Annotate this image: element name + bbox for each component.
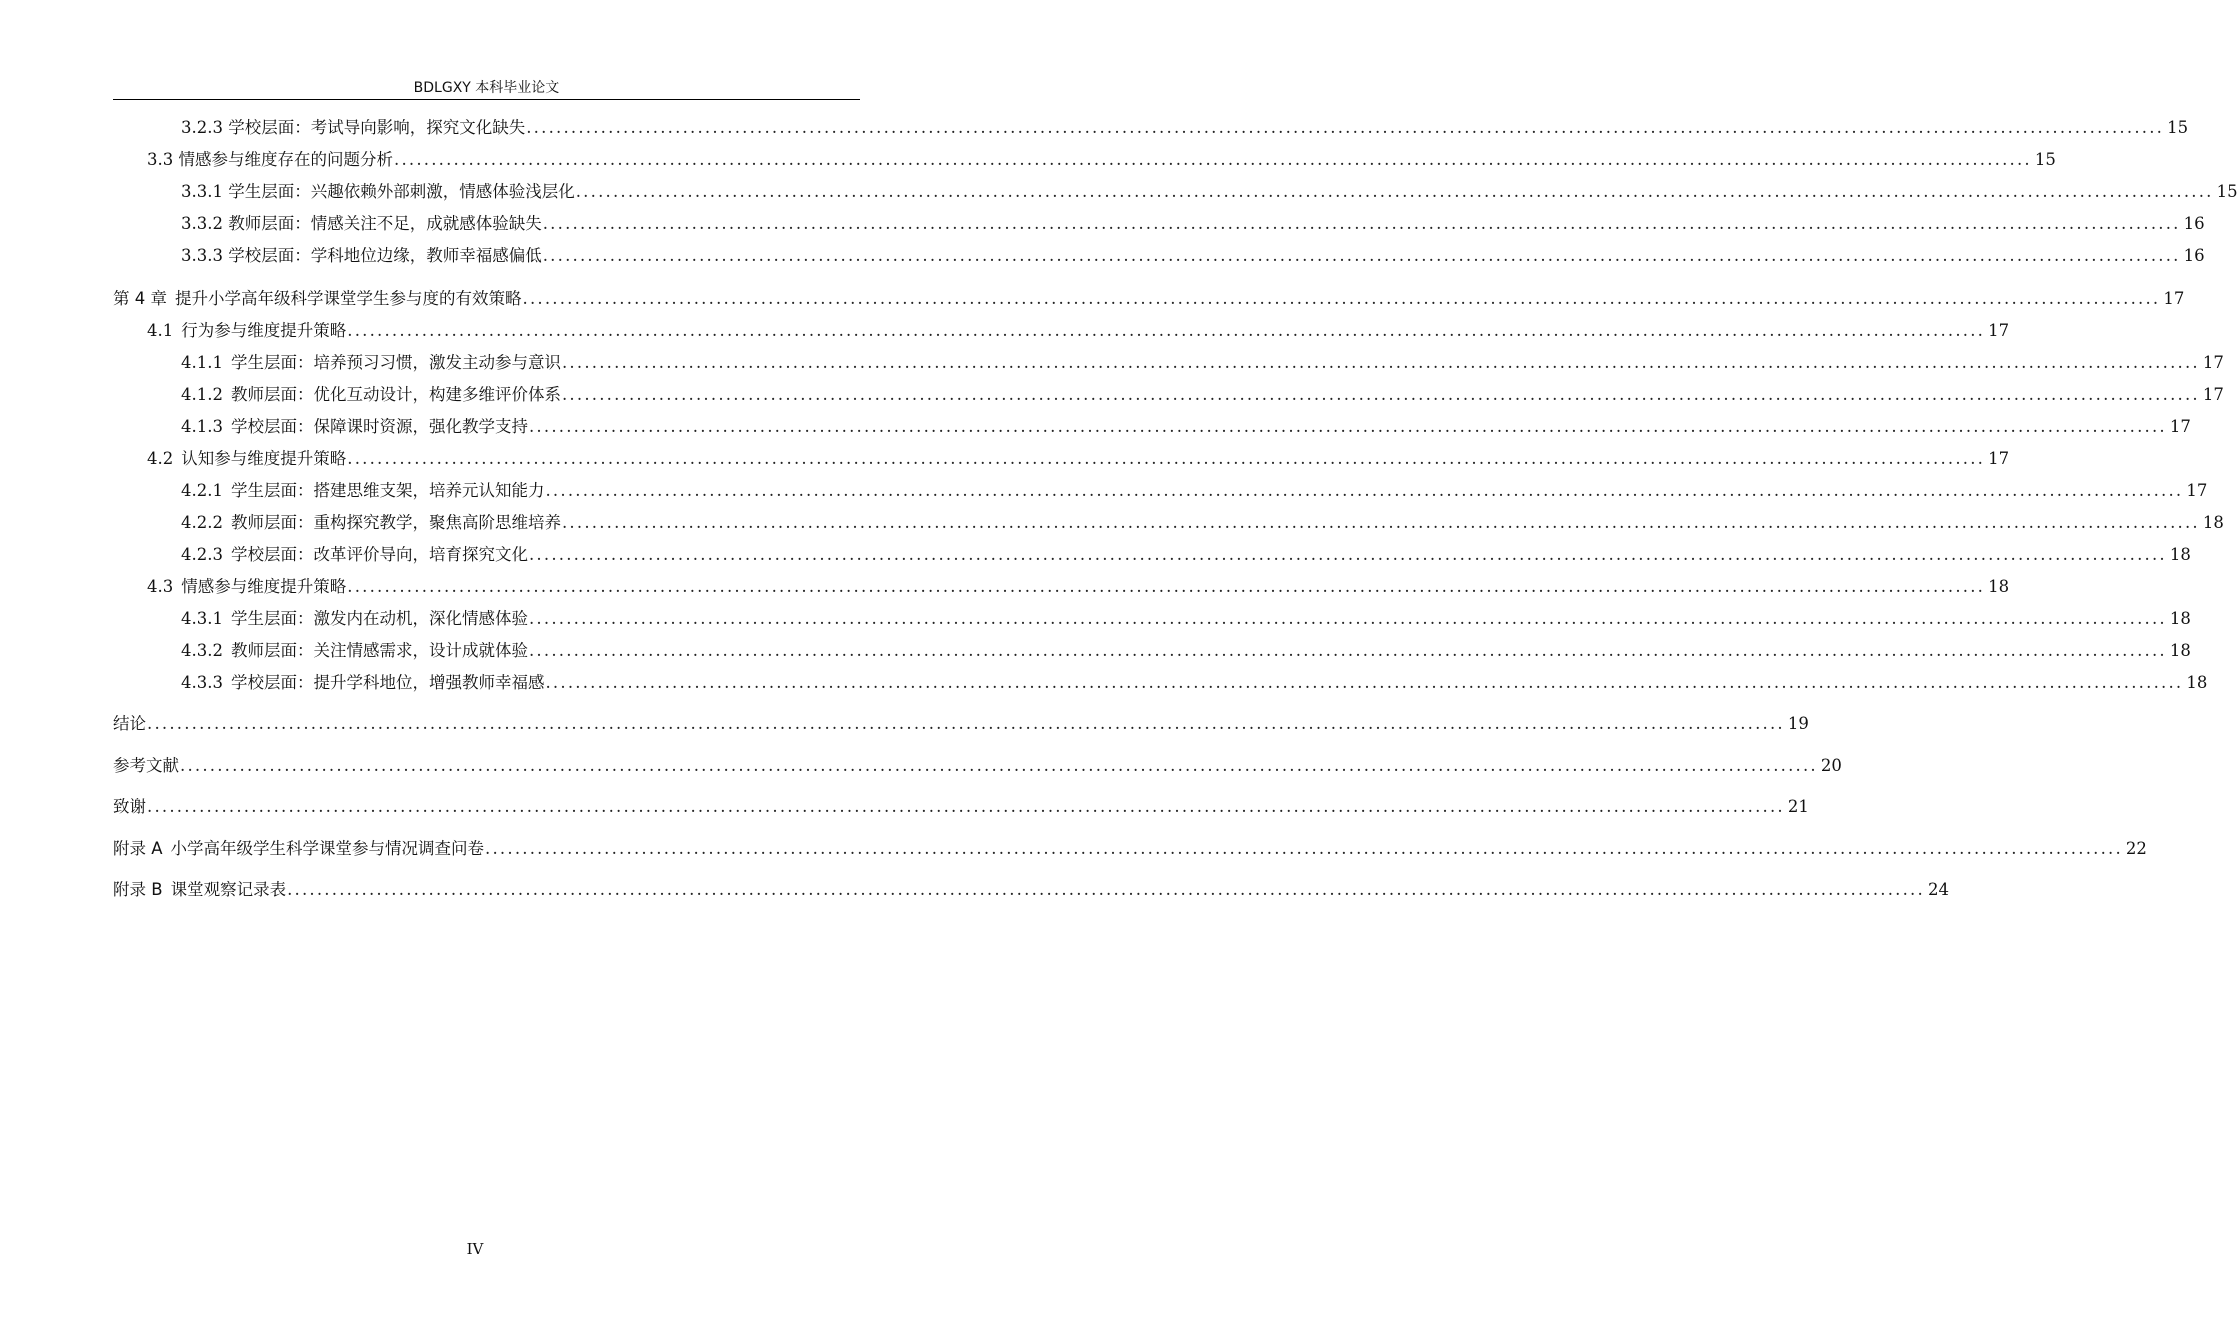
toc-entry[interactable] xyxy=(181,210,2205,238)
toc-dot-leader: ............................................................................................................................................................................................................................ xyxy=(575,182,2214,201)
toc-entry-title: 认知参与维度提升策略 xyxy=(181,449,347,468)
toc-dot-leader: ............................................................................................................................................................................................................................ xyxy=(147,797,1785,816)
toc-entry-label xyxy=(181,509,561,537)
toc-dot-leader: ............................................................................................................................................................................................................................ xyxy=(561,385,2200,404)
toc-entry[interactable] xyxy=(181,381,2224,409)
toc-entry-number: 4.1.2 xyxy=(181,385,223,404)
toc-entry-page: 17 xyxy=(2163,289,2185,308)
toc-entry-page: 16 xyxy=(2183,246,2205,265)
toc-entry-label xyxy=(147,146,393,174)
toc-entry-label xyxy=(113,752,179,780)
toc-entry-label xyxy=(147,317,346,345)
page-header xyxy=(113,78,860,100)
toc-entry-label xyxy=(113,285,522,313)
toc-entry-title: 提升小学高年级科学课堂学生参与度的有效策略 xyxy=(175,289,522,308)
toc-dot-leader: ............................................................................................................................................................................................................................ xyxy=(394,150,2032,169)
toc-entry-number: 4.1 xyxy=(147,321,174,340)
toc-entry[interactable] xyxy=(181,541,2191,569)
toc-entry-title: 3.3.2 教师层面：情感关注不足，成就感体验缺失 xyxy=(181,214,542,233)
toc-dot-leader: ............................................................................................................................................................................................................................ xyxy=(528,609,2167,628)
toc-entry[interactable] xyxy=(181,349,2224,377)
toc-entry-number: 4.3.3 xyxy=(181,673,223,692)
toc-entry-label xyxy=(113,793,146,821)
toc-entry-title: 学校层面：保障课时资源，强化教学支持 xyxy=(230,417,528,436)
toc-entry-page: 19 xyxy=(1787,714,1809,733)
toc-entry[interactable] xyxy=(113,876,1949,904)
toc-entry-number: 附录 A xyxy=(113,839,163,858)
toc-entry-page: 17 xyxy=(2169,417,2191,436)
toc-entry-title: 学生层面：培养预习习惯，激发主动参与意识 xyxy=(230,353,561,372)
toc-entry[interactable] xyxy=(181,605,2191,633)
toc-entry-label xyxy=(147,573,346,601)
toc-entry-number: 4.1.1 xyxy=(181,353,223,372)
toc-entry-page: 18 xyxy=(2169,545,2191,564)
toc-entry-page: 18 xyxy=(1988,577,2010,596)
toc-entry-number: 4.3 xyxy=(147,577,174,596)
toc-entry-number: 4.2.3 xyxy=(181,545,223,564)
toc-entry[interactable] xyxy=(181,669,2208,697)
toc-entry-page: 18 xyxy=(2169,609,2191,628)
toc-entry-label xyxy=(181,349,561,377)
header-title: BDLGXY 本科毕业论文 xyxy=(413,80,560,96)
toc-entry[interactable] xyxy=(181,477,2208,505)
toc-entry-page: 17 xyxy=(2186,481,2208,500)
toc-entry-title: 学校层面：提升学科地位，增强教师幸福感 xyxy=(230,673,545,692)
toc-entry-title: 学校层面：改革评价导向，培育探究文化 xyxy=(230,545,528,564)
toc-dot-leader: ............................................................................................................................................................................................................................ xyxy=(561,353,2200,372)
toc-entry-label xyxy=(181,541,528,569)
toc-entry[interactable] xyxy=(113,710,1809,738)
toc-entry-title: 课堂观察记录表 xyxy=(170,880,287,899)
toc-entry[interactable] xyxy=(181,178,2238,206)
toc-entry-label xyxy=(181,242,542,270)
toc-entry-page: 15 xyxy=(2034,150,2056,169)
toc-dot-leader: ............................................................................................................................................................................................................................ xyxy=(545,673,2184,692)
toc-entry[interactable] xyxy=(147,445,2010,473)
toc-entry[interactable] xyxy=(181,509,2224,537)
toc-dot-leader: ............................................................................................................................................................................................................................ xyxy=(528,545,2167,564)
toc-entry-number: 附录 B xyxy=(113,880,163,899)
toc-entry[interactable] xyxy=(113,285,2185,313)
toc-entry-label xyxy=(113,876,286,904)
toc-entry-label xyxy=(181,637,528,665)
toc-entry-page: 15 xyxy=(2167,118,2189,137)
toc-dot-leader: ............................................................................................................................................................................................................................ xyxy=(528,641,2167,660)
toc-entry-title: 结论 xyxy=(113,714,146,733)
toc-entry-page: 17 xyxy=(2202,385,2224,404)
toc-entry-number: 4.2.2 xyxy=(181,513,223,532)
toc-entry-number: 4.3.2 xyxy=(181,641,223,660)
toc-entry-label xyxy=(181,381,561,409)
toc-entry[interactable] xyxy=(147,146,2056,174)
toc-entry-title: 教师层面：关注情感需求，设计成就体验 xyxy=(230,641,528,660)
toc-entry-title: 3.3 情感参与维度存在的问题分析 xyxy=(147,150,393,169)
toc-entry[interactable] xyxy=(181,637,2191,665)
toc-entry-label xyxy=(147,445,346,473)
toc-entry-number: 第 4 章 xyxy=(113,289,167,308)
toc-entry[interactable] xyxy=(147,317,2010,345)
toc-dot-leader: ............................................................................................................................................................................................................................ xyxy=(526,118,2165,137)
toc-entry-title: 学生层面：激发内在动机，深化情感体验 xyxy=(230,609,528,628)
toc-entry-page: 20 xyxy=(1820,756,1842,775)
toc-entry-label xyxy=(181,605,528,633)
toc-entry-title: 行为参与维度提升策略 xyxy=(181,321,347,340)
toc-dot-leader: ............................................................................................................................................................................................................................ xyxy=(347,321,1986,340)
toc-entry-page: 15 xyxy=(2216,182,2238,201)
toc-entry[interactable] xyxy=(113,835,2147,863)
toc-entry-title: 参考文献 xyxy=(113,756,179,775)
toc-dot-leader: ............................................................................................................................................................................................................................ xyxy=(542,246,2181,265)
toc-entry-page: 18 xyxy=(2169,641,2191,660)
toc-entry-label xyxy=(181,114,525,142)
toc-entry-page: 16 xyxy=(2183,214,2205,233)
toc-dot-leader: ............................................................................................................................................................................................................................ xyxy=(528,417,2167,436)
toc-dot-leader: ............................................................................................................................................................................................................................ xyxy=(347,449,1986,468)
toc-entry[interactable] xyxy=(113,793,1809,821)
toc-entry-title: 3.3.3 学校层面：学科地位边缘，教师幸福感偏低 xyxy=(181,246,542,265)
toc-entry-label xyxy=(181,669,544,697)
toc-dot-leader: ............................................................................................................................................................................................................................ xyxy=(522,289,2161,308)
toc-dot-leader: ............................................................................................................................................................................................................................ xyxy=(485,839,2123,858)
toc-entry-number: 4.2 xyxy=(147,449,174,468)
toc-entry-number: 4.3.1 xyxy=(181,609,223,628)
toc-entry-label xyxy=(181,413,528,441)
toc-entry-label xyxy=(181,210,542,238)
toc-entry-label xyxy=(113,835,484,863)
toc-entry-label xyxy=(181,178,575,206)
toc-entry-title: 教师层面：重构探究教学，聚焦高阶思维培养 xyxy=(230,513,561,532)
toc-entry-title: 情感参与维度提升策略 xyxy=(181,577,347,596)
toc-entry[interactable] xyxy=(147,573,2010,601)
toc-entry[interactable] xyxy=(181,242,2205,270)
toc-entry-label xyxy=(181,477,544,505)
toc-dot-leader: ............................................................................................................................................................................................................................ xyxy=(180,756,1818,775)
toc-entry-title: 学生层面：搭建思维支架，培养元认知能力 xyxy=(230,481,545,500)
toc-entry-title: 3.2.3 学校层面：考试导向影响，探究文化缺失 xyxy=(181,118,526,137)
toc-entry-title: 小学高年级学生科学课堂参与情况调查问卷 xyxy=(170,839,485,858)
page-footer xyxy=(0,1240,950,1258)
toc-entry-page: 22 xyxy=(2125,839,2147,858)
toc-dot-leader: ............................................................................................................................................................................................................................ xyxy=(287,880,1925,899)
toc-dot-leader: ............................................................................................................................................................................................................................ xyxy=(347,577,1986,596)
toc-entry-page: 18 xyxy=(2186,673,2208,692)
toc-entry[interactable] xyxy=(113,752,1842,780)
toc-entry-label xyxy=(113,710,146,738)
toc-entry-title: 3.3.1 学生层面：兴趣依赖外部刺激，情感体验浅层化 xyxy=(181,182,575,201)
toc-entry-page: 17 xyxy=(1988,321,2010,340)
toc-dot-leader: ............................................................................................................................................................................................................................ xyxy=(542,214,2181,233)
toc-entry-page: 21 xyxy=(1787,797,1809,816)
page-number: IV xyxy=(466,1240,484,1258)
toc-entry-title: 教师层面：优化互动设计，构建多维评价体系 xyxy=(230,385,561,404)
toc-entry-page: 17 xyxy=(1988,449,2010,468)
toc-entry-title: 致谢 xyxy=(113,797,146,816)
toc-entry-page: 18 xyxy=(2202,513,2224,532)
toc-dot-leader: ............................................................................................................................................................................................................................ xyxy=(545,481,2184,500)
toc-entry-number: 4.1.3 xyxy=(181,417,223,436)
toc-dot-leader: ............................................................................................................................................................................................................................ xyxy=(561,513,2200,532)
toc-entry-page: 17 xyxy=(2202,353,2224,372)
toc-entry[interactable] xyxy=(181,413,2191,441)
toc-dot-leader: ............................................................................................................................................................................................................................ xyxy=(147,714,1785,733)
toc-entry-number: 4.2.1 xyxy=(181,481,223,500)
toc-entry-page: 24 xyxy=(1927,880,1949,899)
toc-entry[interactable] xyxy=(181,114,2189,142)
